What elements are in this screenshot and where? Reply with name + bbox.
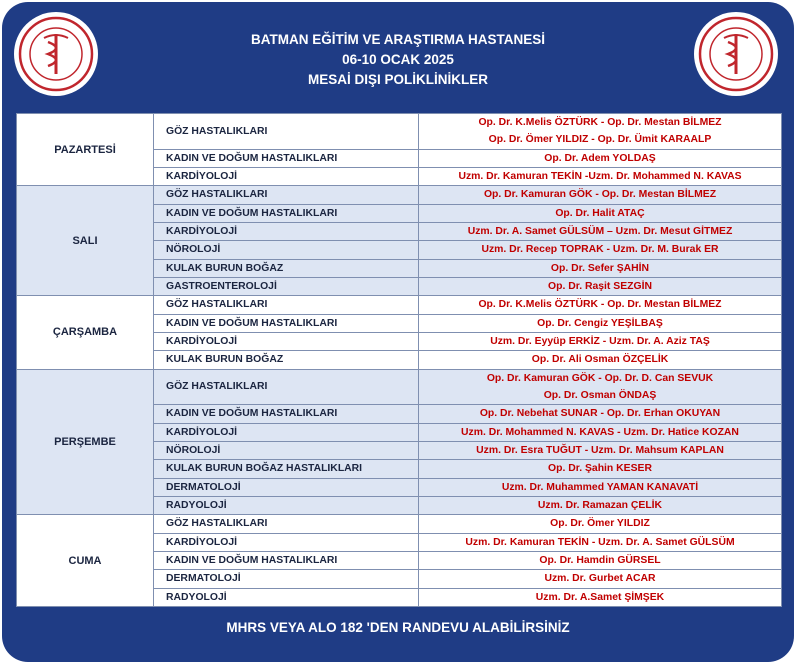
- department-name: KADIN VE DOĞUM HASTALIKLARI: [154, 314, 419, 332]
- doctor-cell: [419, 222, 782, 240]
- department-name: GÖZ HASTALIKLARI: [154, 114, 419, 150]
- doctor-cell: [419, 204, 782, 222]
- department-name: RADYOLOJİ: [154, 496, 419, 514]
- doctor-cell: [419, 369, 782, 405]
- department-name: KARDİYOLOJİ: [154, 423, 419, 441]
- doctor-cell: [419, 296, 782, 314]
- day-name: PERŞEMBE: [17, 369, 154, 515]
- department-name: KADIN VE DOĞUM HASTALIKLARI: [154, 149, 419, 167]
- schedule-table: [16, 113, 782, 607]
- department-name: KADIN VE DOĞUM HASTALIKLARI: [154, 204, 419, 222]
- doctor-cell: [419, 259, 782, 277]
- department-name: KADIN VE DOĞUM HASTALIKLARI: [154, 551, 419, 569]
- department-name: KADIN VE DOĞUM HASTALIKLARI: [154, 405, 419, 423]
- department-name: GÖZ HASTALIKLARI: [154, 515, 419, 533]
- department-name: NÖROLOJİ: [154, 241, 419, 259]
- department-name: KARDİYOLOJİ: [154, 167, 419, 185]
- poster-frame: [2, 2, 794, 662]
- department-name: KULAK BURUN BOĞAZ: [154, 351, 419, 369]
- department-name: KULAK BURUN BOĞAZ HASTALIKLARI: [154, 460, 419, 478]
- hospital-name: BATMAN EĞİTİM VE ARAŞTIRMA HASTANESİ: [251, 32, 545, 47]
- doctor-cell: [419, 167, 782, 185]
- doctor-names: Op. Dr. Şahin KESER: [548, 463, 652, 475]
- doctor-names: Op. Dr. Ömer YILDIZ - Op. Dr. Ümit KARAALP: [488, 134, 712, 146]
- department-name: GASTROENTEROLOJİ: [154, 277, 419, 295]
- doctor-cell: [419, 515, 782, 533]
- day-name: CUMA: [17, 515, 154, 607]
- schedule-row: [17, 296, 782, 314]
- poster-header: [2, 2, 794, 110]
- doctor-cell: [419, 277, 782, 295]
- department-name: DERMATOLOJİ: [154, 478, 419, 496]
- doctor-cell: [419, 186, 782, 204]
- department-name: KARDİYOLOJİ: [154, 222, 419, 240]
- schedule-table-wrap: [16, 113, 781, 607]
- doctor-names: Uzm. Dr. Ramazan ÇELİK: [537, 500, 663, 512]
- doctor-names: Op. Dr. Kamuran GÖK - Op. Dr. Mestan BİLMEZ: [483, 189, 717, 201]
- doctor-names: Uzm. Dr. Mohammed N. KAVAS - Uzm. Dr. Hatice KOZAN: [461, 426, 739, 438]
- doctor-cell: [419, 314, 782, 332]
- department-name: GÖZ HASTALIKLARI: [154, 186, 419, 204]
- department-name: GÖZ HASTALIKLARI: [154, 296, 419, 314]
- schedule-row: [17, 515, 782, 533]
- doctor-names: Op. Dr. Kamuran GÖK - Op. Dr. D. Can SEVUK: [486, 372, 714, 384]
- doctor-cell: [419, 478, 782, 496]
- doctor-cell: [419, 332, 782, 350]
- schedule-title: MESAİ DIŞI POLİKLİNİKLER: [307, 72, 488, 87]
- doctor-cell: [419, 496, 782, 514]
- doctor-names: Uzm. Dr. A. Samet GÜLSÜM – Uzm. Dr. Mesut GİTMEZ: [467, 226, 733, 238]
- doctor-names: Op. Dr. Cengiz YEŞİLBAŞ: [537, 317, 663, 329]
- doctor-names: Op. Dr. K.Melis ÖZTÜRK - Op. Dr. Mestan BİLMEZ: [478, 299, 722, 311]
- doctor-names: Op. Dr. Osman ÖNDAŞ: [543, 389, 657, 401]
- date-range: 06-10 OCAK 2025: [342, 52, 454, 67]
- doctor-names: Uzm. Dr. Esra TUĞUT - Uzm. Dr. Mahsum KAPLAN: [476, 445, 724, 457]
- day-name: ÇARŞAMBA: [17, 296, 154, 369]
- doctor-names: Uzm. Dr. Muhammed YAMAN KANAVATİ: [501, 481, 699, 493]
- doctor-cell: [419, 588, 782, 607]
- doctor-cell: [419, 533, 782, 551]
- department-name: RADYOLOJİ: [154, 588, 419, 607]
- doctor-cell: [419, 241, 782, 259]
- doctor-cell: [419, 441, 782, 459]
- doctor-names: Uzm. Dr. A.Samet ŞİMŞEK: [535, 591, 665, 603]
- doctor-names: Uzm. Dr. Eyyüp ERKİZ - Uzm. Dr. A. Aziz TAŞ: [490, 336, 710, 348]
- schedule-body: [17, 114, 782, 607]
- doctor-cell: [419, 351, 782, 369]
- doctor-names: Uzm. Dr. Kamuran TEKİN - Uzm. Dr. A. Samet GÜLSÜM: [465, 536, 735, 548]
- doctor-names: Op. Dr. Raşit SEZGİN: [548, 281, 652, 293]
- doctor-names: Op. Dr. Hamdin GÜRSEL: [539, 555, 661, 566]
- schedule-row: [17, 186, 782, 204]
- day-name: PAZARTESİ: [17, 114, 154, 186]
- day-name: SALI: [17, 186, 154, 296]
- doctor-names: Op. Dr. Adem YOLDAŞ: [544, 152, 656, 164]
- doctor-names: Uzm. Dr. Recep TOPRAK - Uzm. Dr. M. Burak ER: [481, 244, 719, 256]
- doctor-names: Op. Dr. K.Melis ÖZTÜRK - Op. Dr. Mestan BİLMEZ: [478, 117, 722, 129]
- doctor-cell: [419, 551, 782, 569]
- department-name: NÖROLOJİ: [154, 441, 419, 459]
- department-name: GÖZ HASTALIKLARI: [154, 369, 419, 405]
- doctor-names: Op. Dr. Sefer ŞAHİN: [550, 262, 650, 274]
- doctor-cell: [419, 405, 782, 423]
- department-name: KARDİYOLOJİ: [154, 533, 419, 551]
- doctor-names: Op. Dr. Nebehat SUNAR - Op. Dr. Erhan OKUYAN: [479, 408, 721, 420]
- doctor-names: Op. Dr. Ali Osman ÖZÇELİK: [531, 354, 669, 366]
- doctor-cell: [419, 149, 782, 167]
- doctor-names: Op. Dr. Halit ATAÇ: [555, 207, 645, 219]
- doctor-names: Op. Dr. Ömer YILDIZ: [550, 518, 650, 530]
- doctor-cell: [419, 114, 782, 150]
- department-name: KARDİYOLOJİ: [154, 332, 419, 350]
- doctor-cell: [419, 423, 782, 441]
- department-name: DERMATOLOJİ: [154, 570, 419, 588]
- department-name: KULAK BURUN BOĞAZ: [154, 259, 419, 277]
- doctor-cell: [419, 460, 782, 478]
- doctor-names: Uzm. Dr. Kamuran TEKİN -Uzm. Dr. Mohammed N. KAVAS: [458, 171, 742, 183]
- doctor-names: Uzm. Dr. Gurbet ACAR: [544, 573, 656, 585]
- schedule-row: [17, 114, 782, 150]
- schedule-row: [17, 369, 782, 405]
- doctor-cell: [419, 570, 782, 588]
- appointment-note: MHRS VEYA ALO 182 'DEN RANDEVU ALABİLİRSİNİZ: [226, 620, 570, 635]
